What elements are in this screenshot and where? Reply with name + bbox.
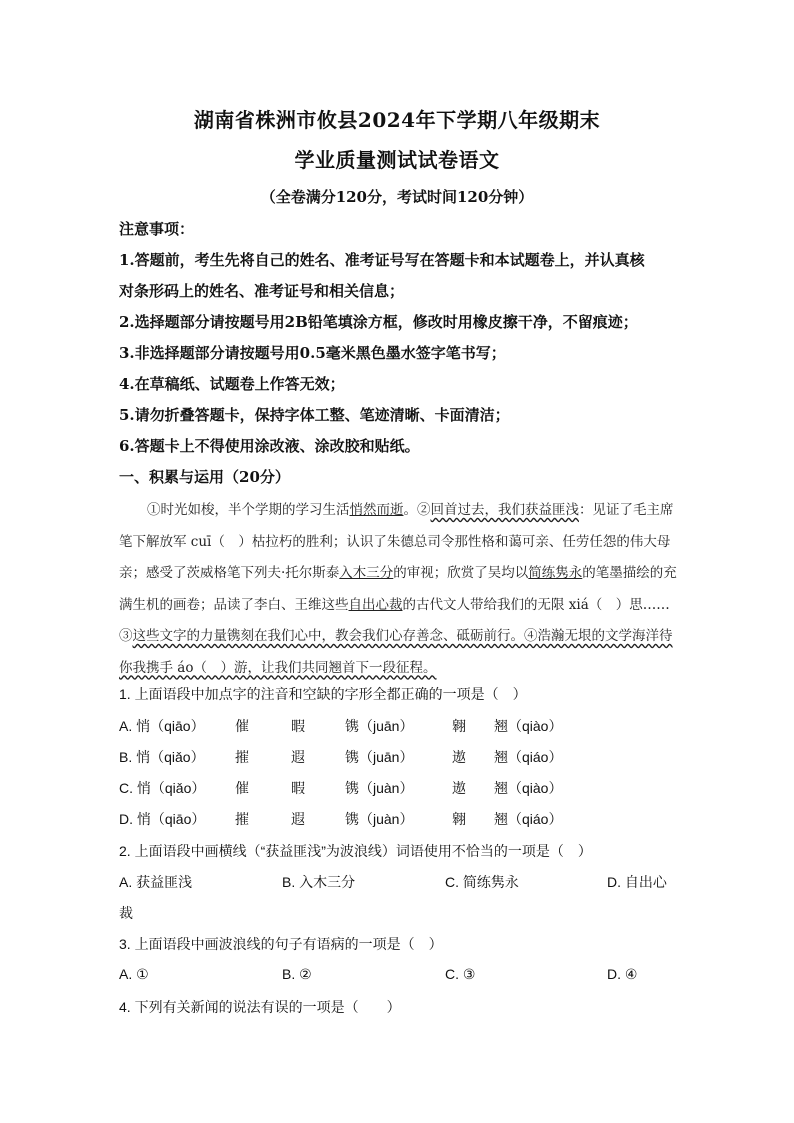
q1-option-c-col3: 暇 bbox=[291, 780, 305, 796]
q1-option-c-col2: 催 bbox=[235, 780, 249, 796]
note-item-1b: 对条形码上的姓名、准考证号和相关信息； bbox=[119, 282, 405, 300]
q1-option-a-col6: 翘（qiào） bbox=[494, 718, 563, 734]
q2-option-b: B. 入木三分 bbox=[282, 874, 356, 890]
passage-text: 。② bbox=[403, 502, 431, 518]
q1-option-a-col1: A. 悄（qiāo） bbox=[119, 718, 205, 734]
q1-option-c-col5: 遨 bbox=[452, 780, 466, 796]
q3-option-a: A. ① bbox=[119, 966, 149, 982]
passage-text: 的审视；欣赏了吴均以 bbox=[393, 565, 529, 581]
note-item-3: 3.非选择题部分请按题号用0.5毫米黑色墨水签字笔书写； bbox=[119, 344, 506, 362]
passage-text: 的古代文人带给我们的无限 xiá（ ）思……③ bbox=[119, 596, 670, 644]
q1-option-d-col6: 翘（qiáo） bbox=[494, 811, 563, 827]
question-3-stem: 3. 上面语段中画波浪线的句子有语病的一项是（ ） bbox=[119, 936, 443, 952]
section-heading: 一、积累与运用（20分） bbox=[119, 468, 290, 486]
passage-underlined: 简练隽永 bbox=[528, 565, 583, 581]
q1-option-a-col2: 催 bbox=[235, 718, 249, 734]
q1-option-d-col5: 翱 bbox=[452, 811, 466, 827]
note-item-5: 5.请勿折叠答题卡，保持字体工整、笔迹清晰、卡面清洁； bbox=[119, 406, 510, 424]
passage-underlined: 悄然而逝 bbox=[349, 502, 404, 518]
q1-option-b-col5: 遨 bbox=[452, 749, 466, 765]
q1-option-b-col1: B. 悄（qiǎo） bbox=[119, 749, 205, 765]
exam-title-line2: 学业质量测试试卷语文 bbox=[294, 148, 500, 172]
notes-heading: 注意事项： bbox=[119, 220, 195, 238]
q1-option-d-col2: 摧 bbox=[235, 811, 249, 827]
passage-underlined: 自出心裁 bbox=[348, 596, 403, 613]
note-item-6: 6.答题卡上不得使用涂改液、涂改胶和贴纸。 bbox=[119, 437, 420, 455]
q1-option-a-col5: 翱 bbox=[452, 718, 466, 734]
note-item-2: 2.选择题部分请按题号用2B铅笔填涂方框，修改时用橡皮擦干净，不留痕迹； bbox=[119, 313, 638, 331]
exam-title-line1: 湖南省株洲市攸县2024年下学期八年级期末 bbox=[193, 108, 601, 132]
q3-option-d: D. ④ bbox=[607, 966, 638, 982]
q1-option-a-col3: 暇 bbox=[291, 718, 305, 734]
q2-option-a: A. 获益匪浅 bbox=[119, 874, 193, 890]
exam-subtitle: （全卷满分120分，考试时间120分钟） bbox=[260, 188, 534, 206]
passage-text: 的笔墨描绘的充满生机的画卷；品读了李白、王维这些 bbox=[119, 565, 677, 613]
passage-text: ：见证了毛主席笔下解放军 cuī（ ）枯拉朽的胜利；认识了朱德总司令那性格和蔼可亲、任劳任怨的伟大母亲；感受了茨威格笔下列夫·托尔斯泰 bbox=[119, 502, 674, 581]
q1-option-b-col3: 遐 bbox=[291, 749, 305, 765]
q1-option-d-col3: 遐 bbox=[291, 811, 305, 827]
q2-option-c: C. 简练隽永 bbox=[445, 874, 519, 890]
q1-option-c-col4: 镌（juàn） bbox=[345, 780, 414, 796]
q1-option-d-col1: D. 悄（qiāo） bbox=[119, 811, 206, 827]
q1-option-b-col4: 镌（juān） bbox=[345, 749, 414, 765]
note-item-1a: 1.答题前，考生先将自己的姓名、准考证号写在答题卡和本试题卷上，并认真核 bbox=[119, 251, 645, 269]
q1-option-d-col4: 镌（juàn） bbox=[345, 811, 414, 827]
q1-option-a-col4: 镌（juān） bbox=[345, 718, 414, 734]
passage bbox=[119, 495, 681, 684]
q1-option-c-col1: C. 悄（qiǎo） bbox=[119, 780, 206, 796]
q2-option-d: D. 自出心 bbox=[607, 874, 667, 890]
q1-option-b-col2: 摧 bbox=[235, 749, 249, 765]
question-2-stem: 2. 上面语段中画横线（“获益匪浅”为波浪线）词语使用不恰当的一项是（ ） bbox=[119, 843, 592, 859]
question-1-stem: 1. 上面语段中加点字的注音和空缺的字形全都正确的一项是（ ） bbox=[119, 686, 527, 702]
passage-underlined: 入木三分 bbox=[339, 565, 394, 581]
q1-option-b-col6: 翘（qiáo） bbox=[494, 749, 563, 765]
q1-option-c-col6: 翘（qiào） bbox=[494, 780, 563, 796]
q3-option-c: C. ③ bbox=[445, 966, 476, 982]
passage-text: ①时光如梭，半个学期的学习生活 bbox=[147, 502, 350, 518]
question-4-stem: 4. 下列有关新闻的说法有误的一项是（ ） bbox=[119, 999, 401, 1015]
q2-option-d-wrap: 裁 bbox=[119, 905, 133, 921]
note-item-4: 4.在草稿纸、试题卷上作答无效； bbox=[119, 375, 345, 393]
q3-option-b: B. ② bbox=[282, 966, 312, 982]
passage-wavy: 回首过去，我们获益匪浅 bbox=[430, 502, 579, 518]
passage-wavy: 这些文字的力量镌刻在我们心中，教会我们心存善念、砥砺前行。④浩瀚无垠的文学海洋待你我携手 áo（ ）游，让我们共同翘首下一段征程。 bbox=[119, 628, 673, 676]
